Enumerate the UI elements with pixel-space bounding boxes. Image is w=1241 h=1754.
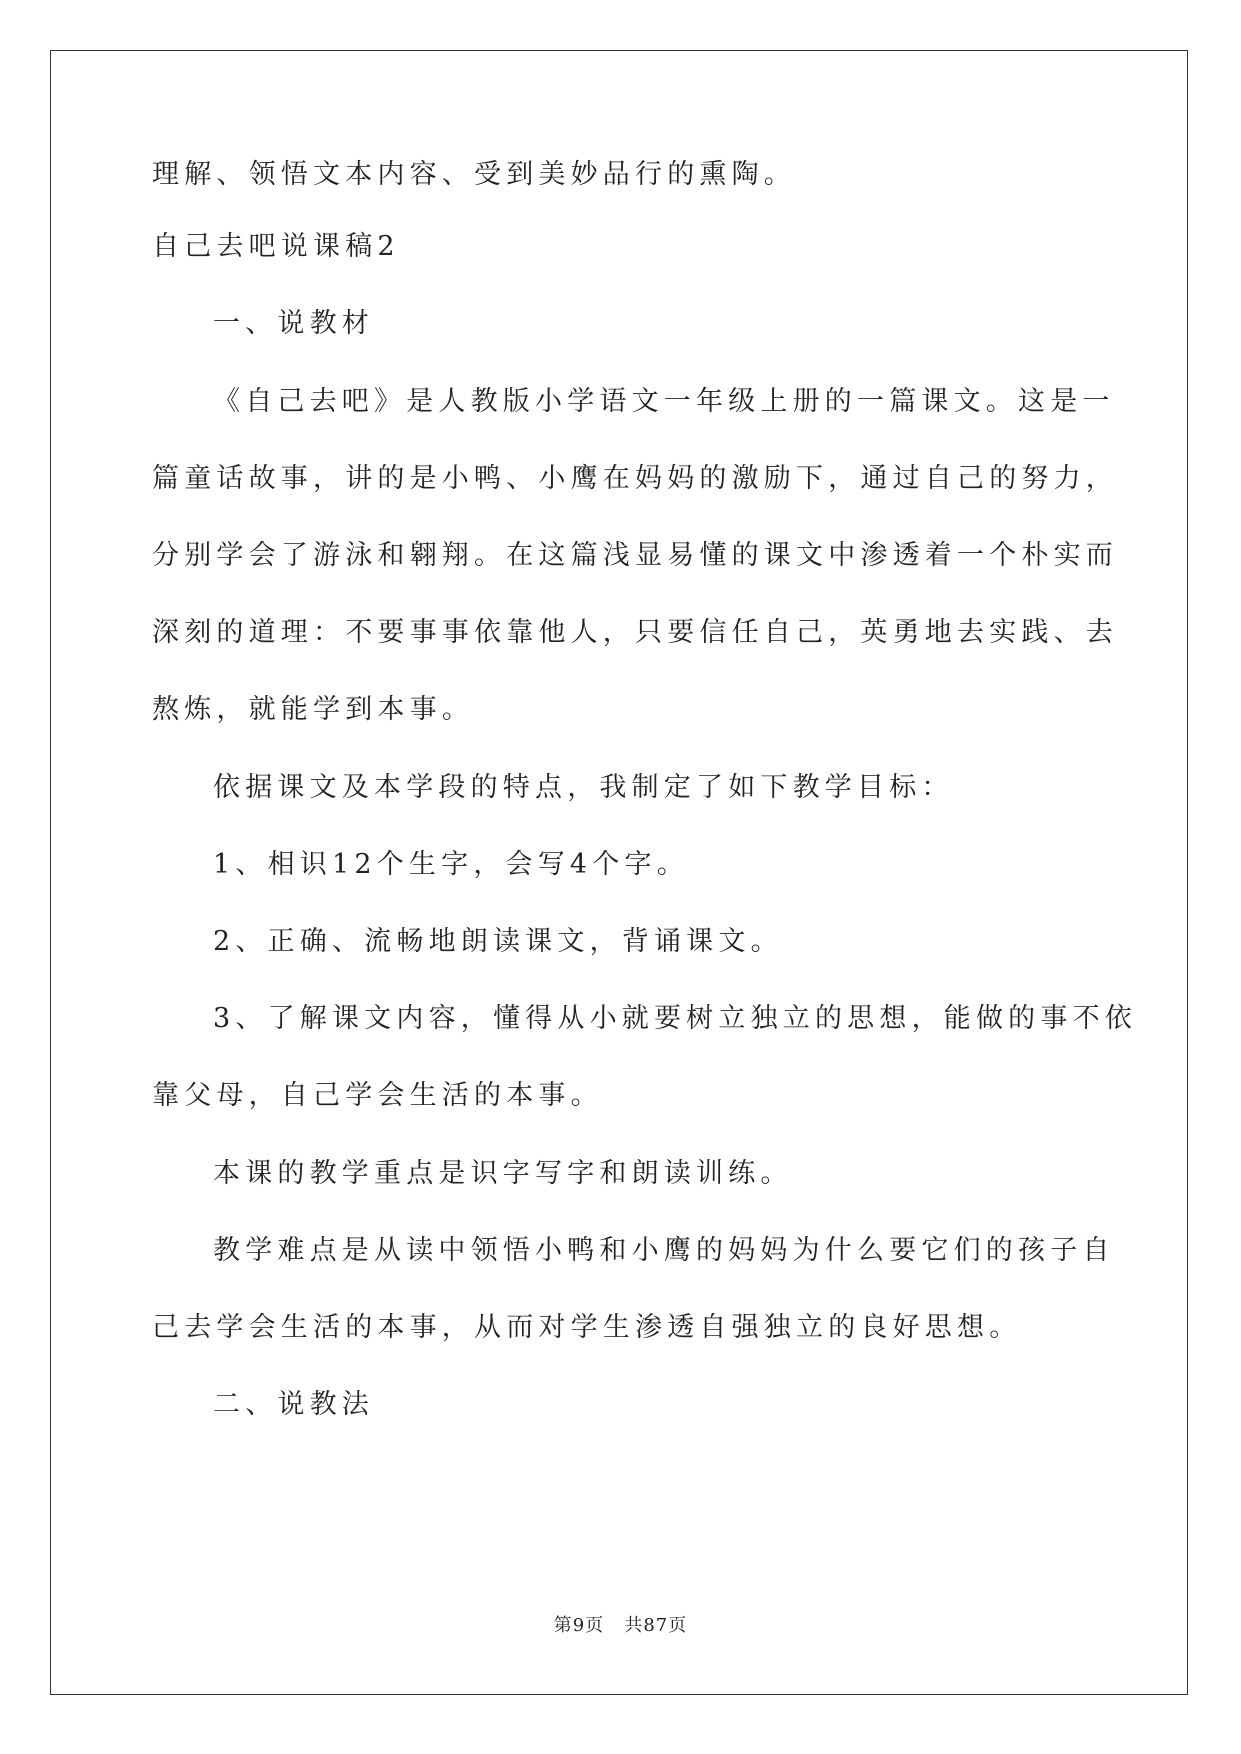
current-page-label: 第9页 [553, 1615, 605, 1636]
text-line: 理解、领悟文本内容、受到美妙品行的熏陶。 [152, 159, 796, 190]
list-item: 1、相识12个生字，会写4个字。 [213, 849, 689, 880]
text-line: 熬炼，就能学到本事。 [152, 694, 474, 725]
total-pages-label: 共87页 [624, 1615, 688, 1636]
text-line: 本课的教学重点是识字写字和朗读训练。 [213, 1158, 793, 1189]
section-heading: 自己去吧说课稿2 [152, 231, 400, 262]
text-line: 教学难点是从读中领悟小鸭和小鹰的妈妈为什么要它们的孩子自 [213, 1235, 1115, 1266]
subsection-heading: 一、说教材 [213, 308, 374, 339]
text-line: 篇童话故事，讲的是小鸭、小鹰在妈妈的激励下，通过自己的努力， [152, 463, 1118, 494]
text-line: 靠父母，自己学会生活的本事。 [152, 1080, 603, 1111]
text-line: 依据课文及本学段的特点，我制定了如下教学目标： [213, 772, 954, 803]
page-footer [0, 1614, 1241, 1638]
text-line: 分别学会了游泳和翱翔。在这篇浅显易懂的课文中渗透着一个朴实而 [152, 540, 1118, 571]
text-line: 《自己去吧》是人教版小学语文一年级上册的一篇课文。这是一 [213, 386, 1115, 417]
list-item: 3、了解课文内容，懂得从小就要树立独立的思想，能做的事不依 [213, 1003, 1137, 1034]
text-line: 深刻的道理：不要事事依靠他人，只要信任自己，英勇地去实践、去 [152, 617, 1118, 648]
subsection-heading: 二、说教法 [213, 1389, 374, 1420]
list-item: 2、正确、流畅地朗读课文，背诵课文。 [213, 926, 783, 957]
text-line: 己去学会生活的本事，从而对学生渗透自强独立的良好思想。 [152, 1312, 1022, 1343]
